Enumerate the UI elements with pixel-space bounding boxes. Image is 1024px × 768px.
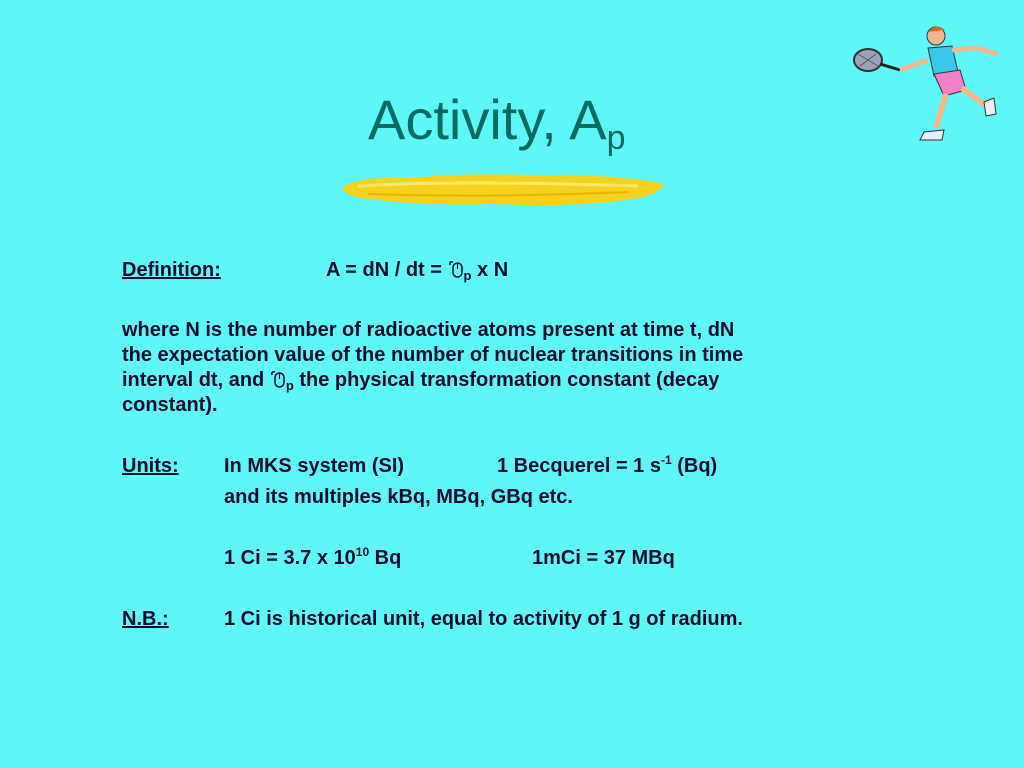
where-line-4: constant). (122, 394, 218, 416)
mouse-lambda-icon (448, 259, 464, 279)
units-millicurie: 1mCi = 37 MBq (532, 547, 675, 569)
where-line-2: the expectation value of the number of nuclear transitions in time (122, 344, 744, 366)
title-main: Activity, A (368, 88, 607, 151)
title-subscript: p (606, 119, 626, 157)
nb-label: N.B.: (122, 608, 169, 630)
definition-row (122, 258, 221, 283)
definition-formula: A = dN / dt = $_p$ x N (326, 259, 509, 283)
units-multiples: and its multiples kBq, MBq, GBq etc. (224, 486, 573, 508)
units-becquerel: 1 Becquerel = 1 $s^{-1}$ (Bq) (497, 453, 718, 477)
units-label: Units: (122, 455, 179, 477)
units-label-wrap (122, 454, 179, 479)
where-line-3: interval dt, and $_p$ the physical transformation constant (decay (122, 369, 720, 393)
nb-label-wrap (122, 607, 169, 632)
mouse-lambda-icon (270, 369, 286, 389)
units-curie: 1 Ci = 3.7 x $10^{10}$ Bq (224, 545, 402, 569)
units-system: In MKS system (SI) (224, 455, 405, 477)
yellow-brush-stroke-icon (338, 168, 668, 210)
page-title (368, 88, 626, 157)
where-line-1: where N is the number of radioactive atoms present at time t, dN (122, 319, 735, 341)
definition-label: Definition: (122, 259, 221, 281)
tennis-player-icon (848, 20, 1004, 150)
nb-text: 1 Ci is historical unit, equal to activity of 1 g of radium. (224, 608, 743, 630)
